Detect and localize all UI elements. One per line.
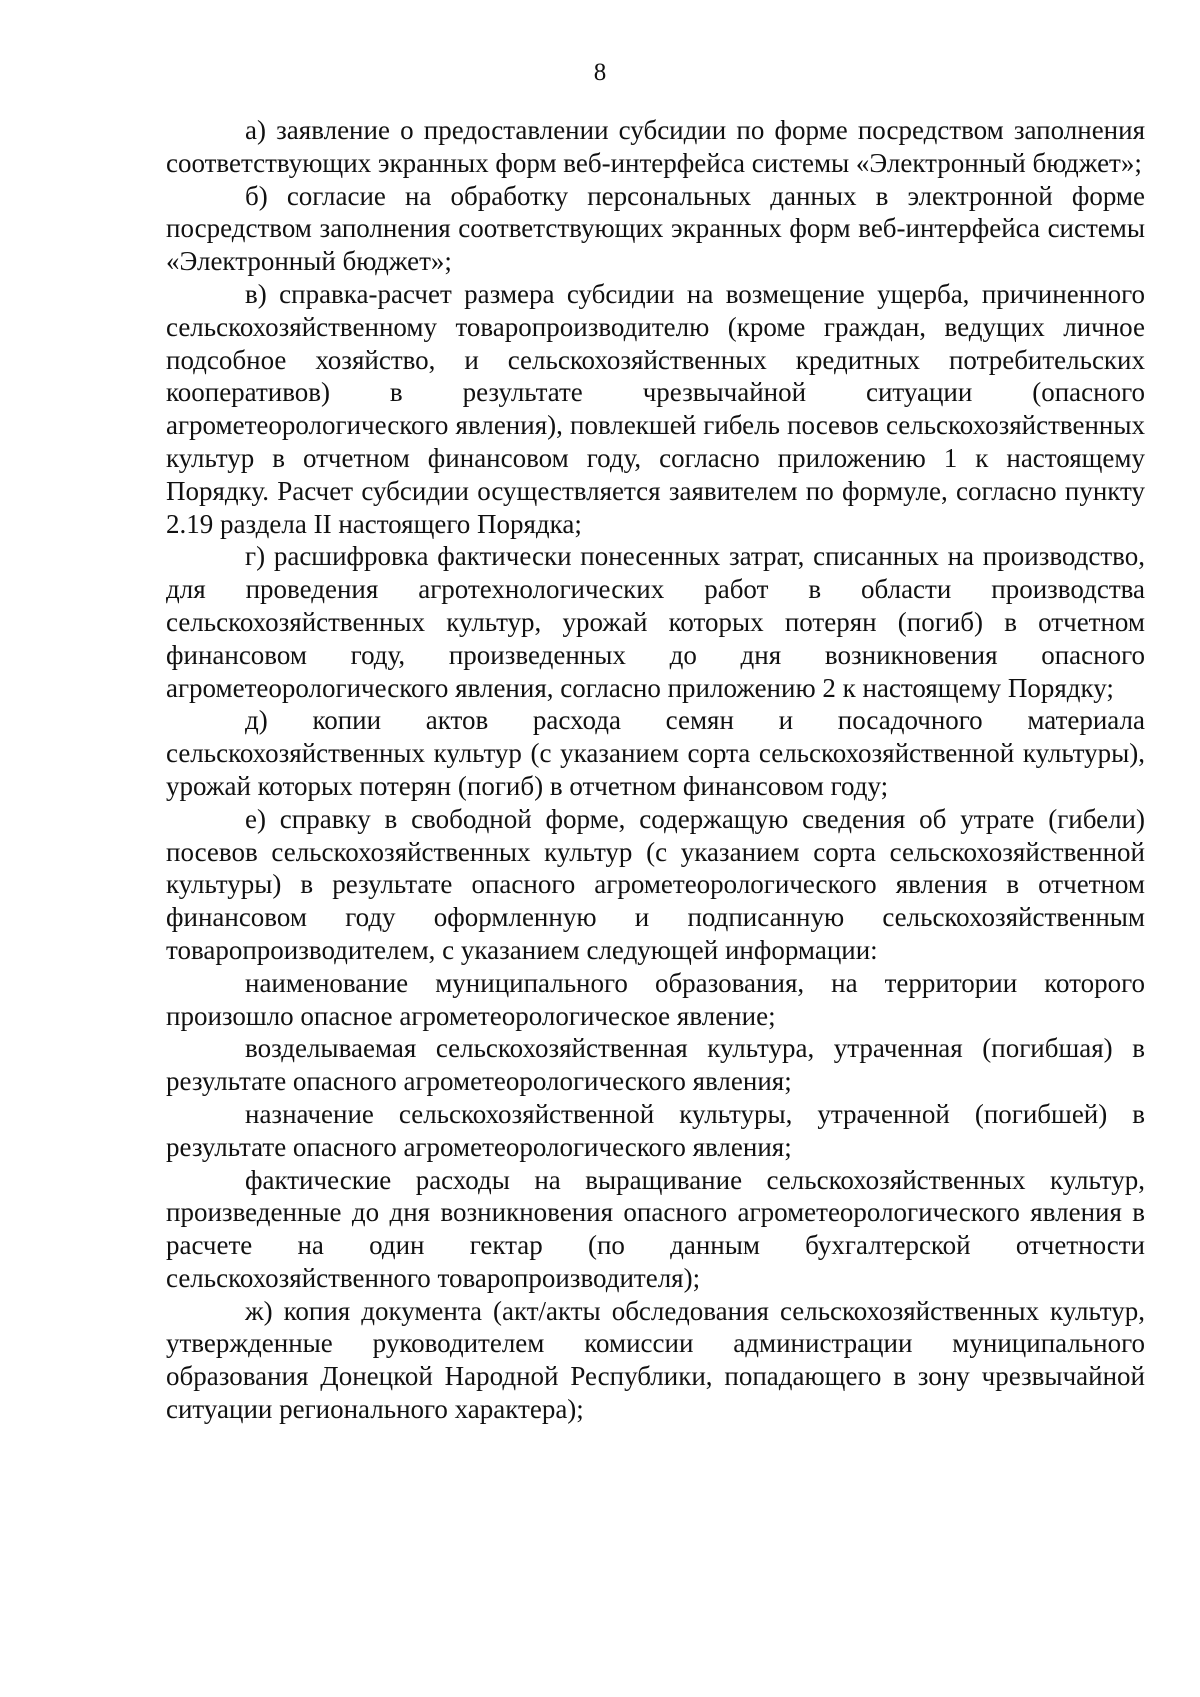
- document-body: [166, 114, 1145, 1426]
- paragraph-v-calculation: в) справка-расчет размера субсидии на возмещение ущерба, причиненного сельскохозяйственному товаропроизводителю (кроме граждан, ведущих личное подсобное хозяйство, и сельскохозяйственных кредитных потребительских кооперативов) в результате чрезвычайной ситуации (опасного агрометеорологического явления), повлекшей гибель посевов сельскохозяйственных культур в отчетном финансовом году, согласно приложению 1 к настоящему Порядку. Расчет субсидии осуществляется заявителем по формуле, согласно пункту 2.19 раздела II настоящего Порядка;: [166, 278, 1145, 539]
- paragraph-a-application: а) заявление о предоставлении субсидии по форме посредством заполнения соответствующих экранных форм веб-интерфейса системы «Электронный бюджет»;: [166, 115, 1145, 178]
- paragraph-actual-expenses: фактические расходы на выращивание сельскохозяйственных культур, произведенные до дня возникновения опасного агрометеорологического явления в расчете на один гектар (по данным бухгалтерской отчетности сельскохозяйственного товаропроизводителя);: [166, 1164, 1145, 1293]
- paragraph-g-costs: г) расшифровка фактически понесенных затрат, списанных на производство, для проведения агротехнологических работ в области производства сельскохозяйственных культур, урожай которых потерян (погиб) в отчетном финансовом году, произведенных до дня возникновения опасного агрометеорологического явления, согласно приложению 2 к настоящему Порядку;: [166, 541, 1145, 703]
- paragraph-b-consent: б) согласие на обработку персональных данных в электронной форме посредством заполнения соответствующих экранных форм веб-интерфейса системы «Электронный бюджет»;: [166, 180, 1145, 277]
- paragraph-municipality: наименование муниципального образования, на территории которого произошло опасное агрометеорологическое явление;: [166, 967, 1145, 1031]
- paragraph-e-loss-statement: е) справку в свободной форме, содержащую сведения об утрате (гибели) посевов сельскохозяйственных культур (с указанием сорта сельскохозяйственной культуры) в результате опасного агрометеорологического явления в отчетном финансовом году оформленную и подписанную сельскохозяйственным товаропроизводителем, с указанием следующей информации:: [166, 803, 1145, 965]
- paragraph-zh-inspection-act: ж) копия документа (акт/акты обследования сельскохозяйственных культур, утвержденные руководителем комиссии администрации муниципального образования Донецкой Народной Республики, попадающего в зону чрезвычайной ситуации регионального характера);: [166, 1295, 1145, 1425]
- page-number: 8: [593, 59, 607, 86]
- paragraph-d-seed-acts: д) копии актов расхода семян и посадочного материала сельскохозяйственных культур (с указанием сорта сельскохозяйственной культуры), урожай которых потерян (погиб) в отчетном финансовом году;: [166, 705, 1145, 801]
- paragraph-crop-purpose: назначение сельскохозяйственной культуры, утраченной (погибшей) в результате опасного агрометеорологического явления;: [166, 1098, 1145, 1162]
- paragraph-crop-lost: возделываемая сельскохозяйственная культура, утраченная (погибшая) в результате опасного агрометеорологического явления;: [166, 1033, 1145, 1097]
